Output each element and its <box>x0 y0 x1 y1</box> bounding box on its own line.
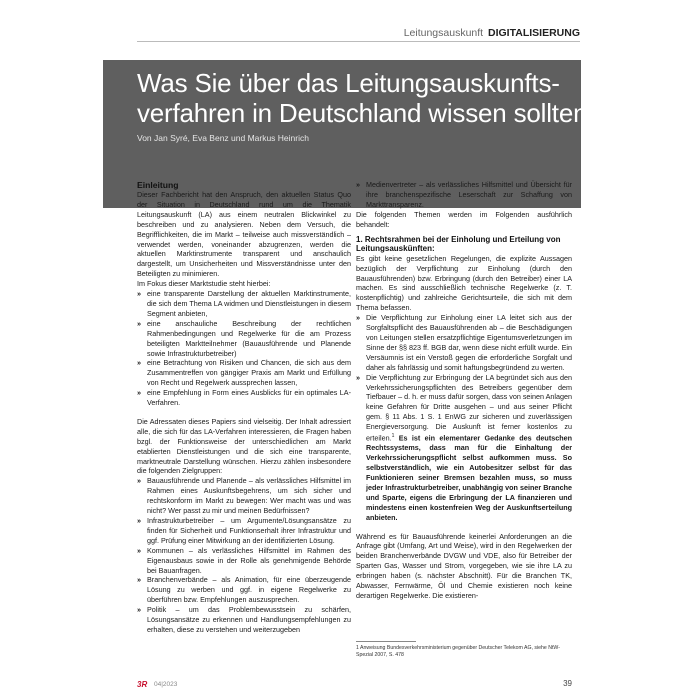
bullet-icon: » <box>137 388 141 398</box>
list-item: » eine Empfehlung in Form eines Ausblicks für ein optimales LA-Verfahren. <box>137 388 351 408</box>
header-rule <box>137 41 580 42</box>
target-group-list <box>137 476 351 635</box>
article-byline: Von Jan Syré, Eva Benz und Markus Heinrich <box>137 133 309 143</box>
magazine-logo: 3R <box>137 680 148 689</box>
addressees-paragraph: Die Adressaten dieses Papiers sind vielseitig. Der Inhalt adressiert alle, die sich für das LA-Verfahren interessieren, die Fragen haben bzgl. der Funktionsweise der unterschiedlichen am Markt etablierten Dienstleistungen und die sich eine transparente, marktneutrale Darstellung wünschen. Hierzu zählen insbesondere die folgenden Zielgruppen: <box>137 416 351 476</box>
issue-number: 04|2023 <box>154 681 178 688</box>
bullet-icon: » <box>137 358 141 368</box>
focus-intro: Im Fokus dieser Marktstudie steht hierbei: <box>137 279 271 289</box>
bullet-icon: » <box>137 289 141 299</box>
list-item: » Kommunen – als verlässliches Hilfsmittel im Rahmen des Eigenausbaus sowie in der Rolle als genehmigende Behörde bei Bauanfragen. <box>137 545 351 575</box>
bullet-icon: » <box>356 180 360 189</box>
list-item: » Politik – um das Problembewusstsein zu schärfen, Lösungsansätze zu erkennen und Handlungsempfehlungen zu erhalten, diese zu verstehen und weiterzugeben <box>137 605 351 634</box>
bullet-icon: » <box>137 575 141 585</box>
list-item: » Branchenverbände – als Animation, für eine überzeugende Lösung zu werben und ggf. in eigene Regelwerke zu überführen bzw. Empfehlungen auszusprechen. <box>137 575 351 605</box>
header-category: DIGITALISIERUNG <box>488 27 580 39</box>
left-column <box>137 180 351 635</box>
topics-intro: Die folgenden Themen werden im Folgenden ausführlich behandelt: <box>356 209 572 229</box>
list-item: » eine anschauliche Beschreibung der rechtlichen Rahmenbedingungen und Regelwerke für die am Prozess beteiligten Marktteilnehmer (Bauausführende und Planende sowie Infrastrukturbetreiber) <box>137 318 351 358</box>
target-group-list-continued <box>356 180 572 210</box>
footnote: 1 Anweisung Bundesverkehrsministerium gegenüber Deutscher Telekom AG, siehe NtW-Spezial 2007, S. 478 <box>356 645 560 658</box>
list-item: » Die Verpflichtung zur Einholung einer LA leitet sich aus der Sorgfaltspflicht des Bauausführenden ab – die Beschädigungen von Leitungen stellen ersatzpflichtige Eigentumsverletzungen im Sinne der §§ 823 ff. BGB dar, wenn diese nicht erfüllt wurde. Ein Versäumnis ist ein Verstoß gegen die erforderliche Sorgfalt und daher als fahrlässig und somit haftungsbegründend zu werten. <box>356 313 572 372</box>
footnote-marker: 1 <box>391 433 395 440</box>
article-title-line-2: verfahren in Deutschland wissen sollten <box>137 98 588 128</box>
running-header <box>404 27 580 39</box>
rechtsrahmen-list <box>356 313 572 522</box>
bullet-icon: » <box>137 476 141 486</box>
list-item: » eine transparente Darstellung der aktuellen Marktinstrumente, die sich dem Thema LA widmen und Dienstleistungen in diesem Segment anbieten, <box>137 289 351 318</box>
focus-list <box>137 289 351 408</box>
page-number: 39 <box>563 679 572 688</box>
bullet-icon: » <box>137 318 141 328</box>
regelwerke-paragraph: Während es für Bauausführende keinerlei Anforderungen an die Anfrage gibt (Umfang, Art und Weise), wird in den Regelwerken der beiden Branchenverbände DVGW und VDE, also für Betreiber der Sparten Gas, Wasser und Strom, vorgegeben, wie sie ihre LA zu erbringen haben (s. nächster Abschnitt). Für die Branchen TK, Abwasser, Fernwärme, Öl und Chemie existieren noch keine derartigen Regelwerke. Die existieren- <box>356 531 572 601</box>
list-item: » eine Betrachtung von Risiken und Chancen, die sich aus dem Zusammentreffen von gängiger Praxis am Markt und Erfüllung von Recht und Regelwerk aussprechen lassen, <box>137 358 351 388</box>
intro-paragraph: Dieser Fachbericht hat den Anspruch, den aktuellen Status Quo der Situation in Deutschland rund um die Thematik Leitungsauskunft (LA) aus einem neutralen Blickwinkel zu beschreiben und zu analysieren. Neben dem Versuch, die Begrifflichkeiten, die im Markt – teilweise auch missverständlich – verwendet werden, voneinander abzugrenzen, werden die aktuellen Marktinstrumente transparent und anschaulich dargestellt, um Unsicherheiten und Missverständnisse unter den Beteiligten zu minimieren. <box>137 190 351 279</box>
bullet-icon: » <box>356 313 360 323</box>
list-item: » Infrastrukturbetreiber – um Argumente/Lösungsansätze zu finden für Sicherheit und Funktionserhalt ihrer Infrastruktur und ggf. Prüfung einer Mitwirkung an der identifizierten Lösung. <box>137 516 351 545</box>
footnote-rule <box>356 641 416 642</box>
bullet-icon: » <box>137 545 141 555</box>
article-title-line-1: Was Sie über das Leitungsauskunfts- <box>137 68 560 98</box>
bullet-icon: » <box>356 372 360 382</box>
section-heading-einleitung: Einleitung <box>137 180 179 190</box>
list-item: » Medienvertreter – als verlässliches Hilfsmittel und Übersicht für ihre branchenspezifische Leserschaft zur Schaffung von Markttransparenz. <box>356 180 572 209</box>
header-section: Leitungsauskunft <box>403 27 484 39</box>
list-item: » Die Verpflichtung zur Erbringung der LA begründet sich aus den Verkehrssicherungspflichten des Betreibers gegenüber dem Tiefbauer – d. h. er muss dafür sorgen, dass von seinen Anlagen keine Gefahren für Dritte ausgehen – und aus seiner Pflicht gem. § 11 Abs. 1 S. 1 EnWG zur sicheren und zuverlässigen Energieversorgung. Die Auskunft ist ferner kostenlos zu erteilen.$^1$ Es ist ein elementarer Gedanke des deutschen Rechtssystems, dass man für die Einhaltung der Verkehrssicherungspflicht selbst aufkommen muss. So selbstverständlich, wie ein Autobesitzer selbst für das Funktionieren seiner Bremsen bezahlen muss, so muss jeder Infrastrukturbetreiber, unabhängig von seiner Branche und Sparte, eigens die Erbringung der LA finanzieren und mindestens einen kostenfreien Weg der Auskunftserteilung anbieten. <box>356 372 572 522</box>
bullet-icon: » <box>137 516 141 525</box>
section-heading-rechtsrahmen: 1. Rechtsrahmen bei der Einholung und Erteilung von Leitungsauskünften: <box>356 234 561 254</box>
rechtsrahmen-paragraph: Es gibt keine gesetzlichen Regelungen, die explizite Aussagen bezüglich der Verpflichtung zur Einholung (durch den Bauausführenden) bzw. Erbringung (durch den Betreiber) einer LA machen. Es sind ausschließlich technische Regelwerke (z. T. kostenpflichtig) und zahlreiche Gerichtsurteile, die sich mit dem Thema befassen. <box>356 253 572 313</box>
right-column <box>356 180 572 601</box>
emphasis-text: Es ist ein elementarer Gedanke des deutschen Rechtssystems, dass man für die Einhaltung der Verkehrssicherungspflicht selbst aufkommen muss. So selbstverständlich, wie ein Autobesitzer selbst für das Funktionieren seiner Bremsen bezahlen muss, so muss jeder Infrastrukturbetreiber, unabhängig von seiner Branche und Sparte, eigens die Erbringung der LA finanzieren und mindestens einen kostenfreien Weg der Auskunftserteilung anbieten. <box>366 433 572 522</box>
list-item: » Bauausführende und Planende – als verlässliches Hilfsmittel im Rahmen eines Auskunftsbegehrens, um sich sicher und rechtskonform im Markt zu bewegen: Wer macht was und was nicht? Wer passt zu mir und meinen Bedürfnissen? <box>137 476 351 516</box>
bullet-icon: » <box>137 605 141 615</box>
